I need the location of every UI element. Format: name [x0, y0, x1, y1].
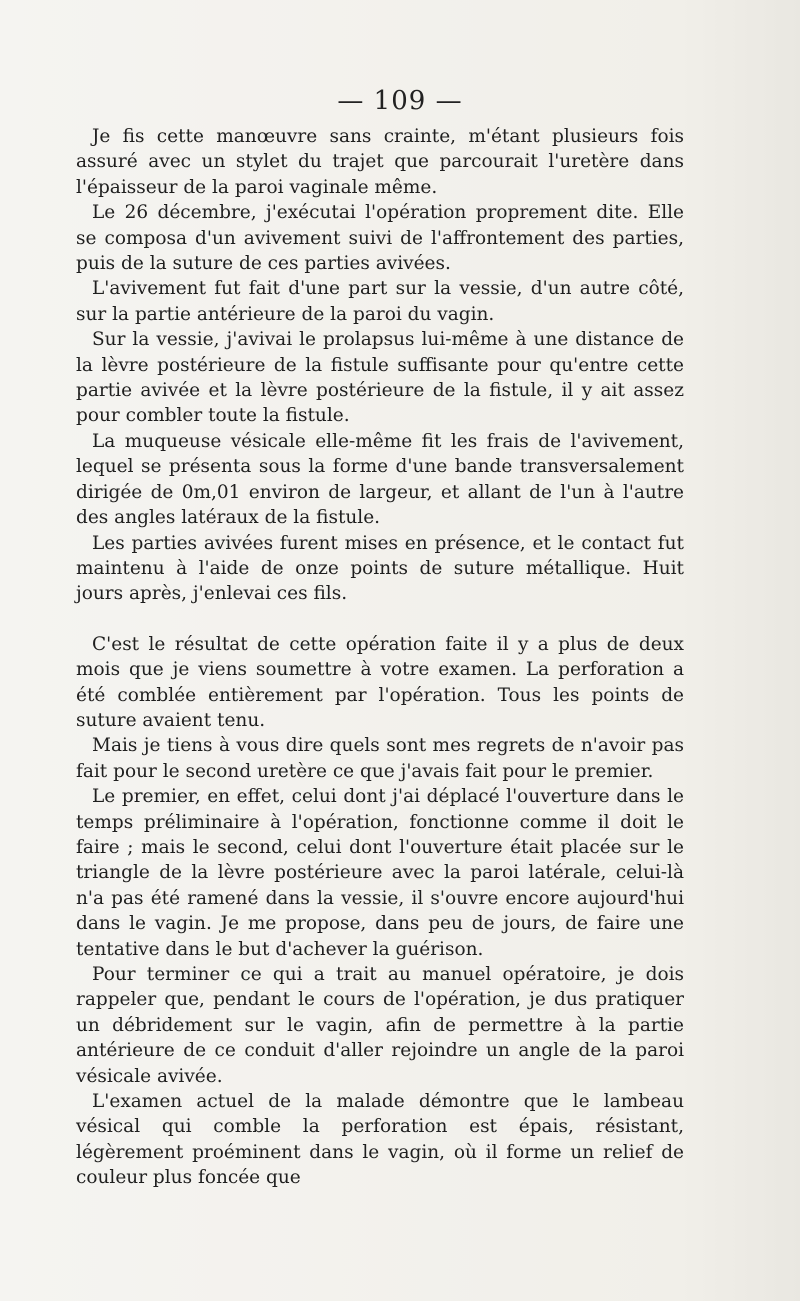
paragraph-5: La muqueuse vésicale elle-même fit les frais de l'avivement, lequel se présenta sous la forme d'une bande transversalement dirigée de 0m,01 environ de largeur, et allant de l'un à l'autre des angles latéraux de la fistule.: [76, 430, 684, 529]
paragraph-2: Le 26 décembre, j'exécutai l'opération proprement dite. Elle se composa d'un avivement suivi de l'affrontement des parties, puis de la suture de ces parties avivées.: [76, 202, 684, 275]
paragraph-4: Sur la vessie, j'avivai le prolapsus lui-même à une distance de la lèvre postérieure de la fistule suffisante pour qu'entre cette partie avivée et la lèvre postérieure de la fistule, il y ait assez pour combler toute la fistule.: [76, 329, 684, 427]
paragraph-10: Pour terminer ce qui a trait au manuel opératoire, je dois rappeler que, pendant le cours de l'opération, je dus pratiquer un débridement sur le vagin, afin de permettre à la partie antérieure de ce conduit d'aller rejoindre un angle de la paroi vésicale avivée.: [76, 964, 684, 1087]
section-gap: [76, 607, 684, 632]
paragraph-1: Je fis cette manœuvre sans crainte, m'étant plusieurs fois assuré avec un stylet du trajet que parcourait l'uretère dans l'épaisseur de la paroi vaginale même.: [76, 126, 684, 198]
paragraph-7: C'est le résultat de cette opération faite il y a plus de deux mois que je viens soumettre à votre examen. La perforation a été comblée entièrement par l'opération. Tous les points de suture avaient tenu.: [76, 633, 684, 731]
paragraph-6: Les parties avivées furent mises en présence, et le contact fut maintenu à l'aide de onze points de suture métallique. Huit jours après, j'enlevai ces fils.: [76, 532, 684, 605]
page-number: — 109 —: [337, 86, 463, 116]
paragraph-9: Le premier, en effet, celui dont j'ai déplacé l'ouverture dans le temps préliminaire à l'opération, fonctionne comme il doit le faire ; mais le second, celui dont l'ouverture était placée sur le triangle de la lèvre postérieure avec la paroi latérale, celui-là n'a pas été ramené dans la vessie, il s'ouvre encore aujourd'hui dans le vagin. Je me propose, dans peu de jours, de faire une tentative dans le but d'achever la guérison.: [76, 786, 684, 960]
paragraph-3: L'avivement fut fait d'une part sur la vessie, d'un autre côté, sur la partie antérieure de la paroi du vagin.: [76, 278, 684, 325]
paragraph-8: Mais je tiens à vous dire quels sont mes regrets de n'avoir pas fait pour le second uretère ce que j'avais fait pour le premier.: [76, 735, 684, 782]
body-text: [76, 124, 684, 1191]
paragraph-11: L'examen actuel de la malade démontre que le lambeau vésical qui comble la perforation est épais, résistant, légèrement proéminent dans le vagin, où il forme un relief de couleur plus foncée que: [76, 1091, 684, 1189]
